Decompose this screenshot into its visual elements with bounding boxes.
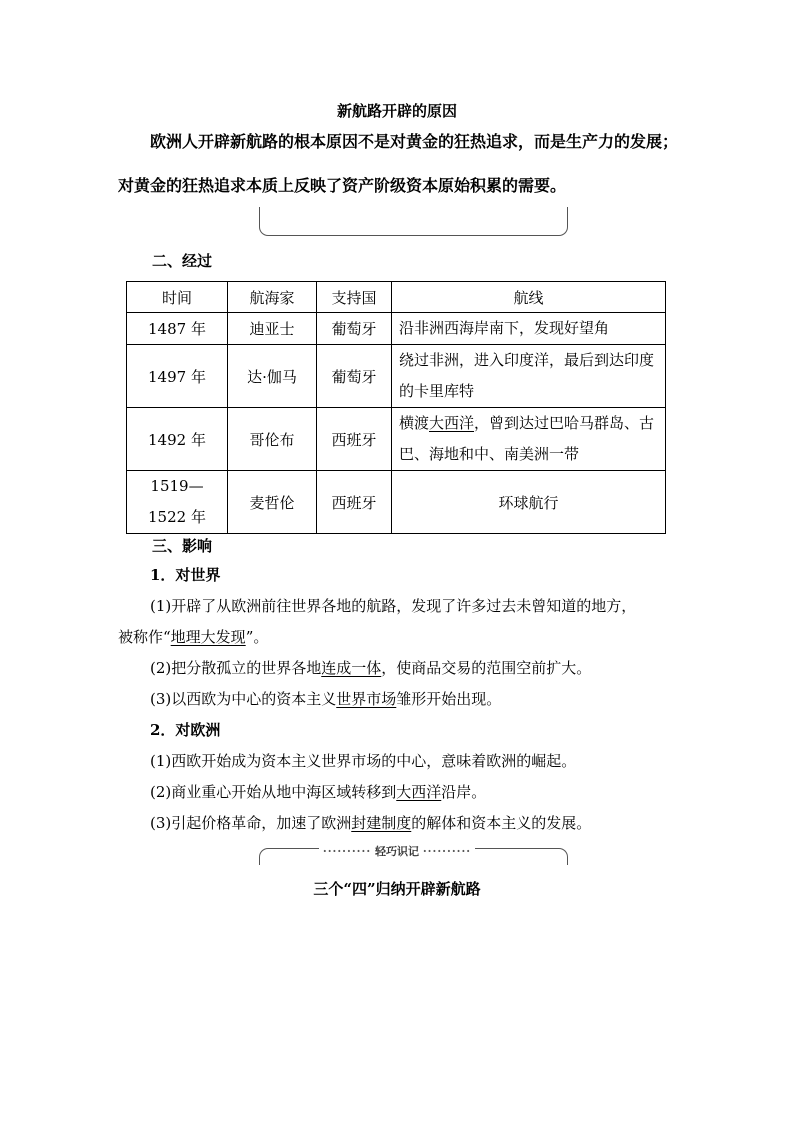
voyages-table bbox=[126, 281, 666, 534]
table-row bbox=[127, 313, 666, 345]
text: 雏形开始出现。 bbox=[396, 690, 502, 708]
closing-heading: 三个“四”归纳开辟新航路 bbox=[313, 880, 481, 898]
underlined-term: 地理大发现 bbox=[170, 628, 246, 646]
route-text: ，曾到达过巴哈马群岛、古 bbox=[474, 414, 655, 432]
lead-paragraph bbox=[118, 120, 688, 208]
sub-heading-europe: 2．对欧洲 bbox=[150, 721, 221, 739]
subtitle-heading: 新航路开辟的原因 bbox=[336, 102, 457, 120]
cell-route-line-1: 绕过非洲，进入印度洋，最后到达印度 bbox=[399, 351, 655, 369]
route-underlined: 大西洋 bbox=[429, 414, 475, 432]
cell-time: 1492 年 bbox=[127, 408, 228, 471]
cell-time bbox=[127, 471, 228, 534]
text: ，使商品交易的范围空前扩大。 bbox=[381, 659, 592, 677]
col-header-time: 时间 bbox=[127, 282, 228, 313]
europe-point-1: (1)西欧开始成为资本主义世界市场的中心，意味着欧洲的崛起。 bbox=[150, 752, 577, 770]
cell-navigator: 麦哲伦 bbox=[228, 471, 317, 534]
text: ”。 bbox=[245, 628, 269, 646]
table-row bbox=[127, 471, 666, 534]
world-point-3 bbox=[118, 684, 688, 715]
cell-route-line-1 bbox=[399, 408, 661, 439]
cell-route-line-2: 巴、海地和中、南美洲一带 bbox=[399, 445, 580, 463]
text: 的解体和资本主义的发展。 bbox=[411, 814, 592, 832]
section-heading-impact: 三、影响 bbox=[152, 537, 213, 555]
cell-country: 西班牙 bbox=[317, 471, 392, 534]
cell-route bbox=[392, 345, 666, 408]
world-point-1-line-2 bbox=[118, 622, 688, 653]
section-heading-process: 二、经过 bbox=[152, 252, 213, 270]
text: (2)把分散孤立的世界各地 bbox=[150, 659, 322, 677]
dots-left: ·········· bbox=[322, 845, 372, 858]
impact-body bbox=[118, 560, 688, 839]
table-row bbox=[127, 408, 666, 471]
underlined-term: 大西洋 bbox=[396, 783, 442, 801]
text: (3)以西欧为中心的资本主义 bbox=[150, 690, 337, 708]
lead-line-2: 对黄金的狂热追求本质上反映了资产阶级资本原始积累的需要。 bbox=[118, 176, 567, 195]
world-point-1-line-1: (1)开辟了从欧洲前往世界各地的航路，发现了许多过去未曾知道的地方， bbox=[150, 597, 637, 615]
cell-navigator: 迪亚士 bbox=[228, 313, 317, 345]
underlined-term: 封建制度 bbox=[351, 814, 412, 832]
col-header-navigator: 航海家 bbox=[228, 282, 317, 313]
col-header-country: 支持国 bbox=[317, 282, 392, 313]
lead-line-1: 欧洲人开辟新航路的根本原因不是对黄金的狂热追求，而是生产力的发展； bbox=[150, 132, 679, 151]
text: 被称作“ bbox=[118, 628, 171, 646]
cell-time-line-2: 1522 年 bbox=[148, 508, 206, 526]
sub-heading-world: 1．对世界 bbox=[150, 566, 221, 584]
cell-country: 葡萄牙 bbox=[317, 345, 392, 408]
cell-navigator: 哥伦布 bbox=[228, 408, 317, 471]
dots-right: ·········· bbox=[422, 845, 472, 858]
route-text: 横渡 bbox=[399, 414, 430, 432]
underlined-term: 世界市场 bbox=[336, 690, 397, 708]
table-header-row bbox=[127, 282, 666, 313]
europe-point-2 bbox=[118, 777, 688, 808]
text: (3)引起价格革命，加速了欧洲 bbox=[150, 814, 352, 832]
table-row bbox=[127, 345, 666, 408]
cell-time: 1497 年 bbox=[127, 345, 228, 408]
col-header-route: 航线 bbox=[392, 282, 666, 313]
cell-country: 葡萄牙 bbox=[317, 313, 392, 345]
world-point-2 bbox=[118, 653, 688, 684]
cell-country: 西班牙 bbox=[317, 408, 392, 471]
cell-route: 环球航行 bbox=[392, 471, 666, 534]
decorative-bracket bbox=[259, 207, 568, 236]
cell-time: 1487 年 bbox=[127, 313, 228, 345]
text: (2)商业重心开始从地中海区域转移到 bbox=[150, 783, 397, 801]
text: 沿岸。 bbox=[441, 783, 487, 801]
underlined-term: 连成一体 bbox=[321, 659, 382, 677]
cell-route-line-2: 的卡里库特 bbox=[399, 382, 475, 400]
europe-point-3 bbox=[118, 808, 688, 839]
cell-navigator: 达·伽马 bbox=[228, 345, 317, 408]
tips-text: 轻巧识记 bbox=[375, 845, 419, 858]
cell-route: 沿非洲西海岸南下，发现好望角 bbox=[392, 313, 666, 345]
cell-route bbox=[392, 408, 666, 471]
tips-label bbox=[0, 843, 794, 859]
cell-time-line-1: 1519— bbox=[150, 477, 204, 495]
